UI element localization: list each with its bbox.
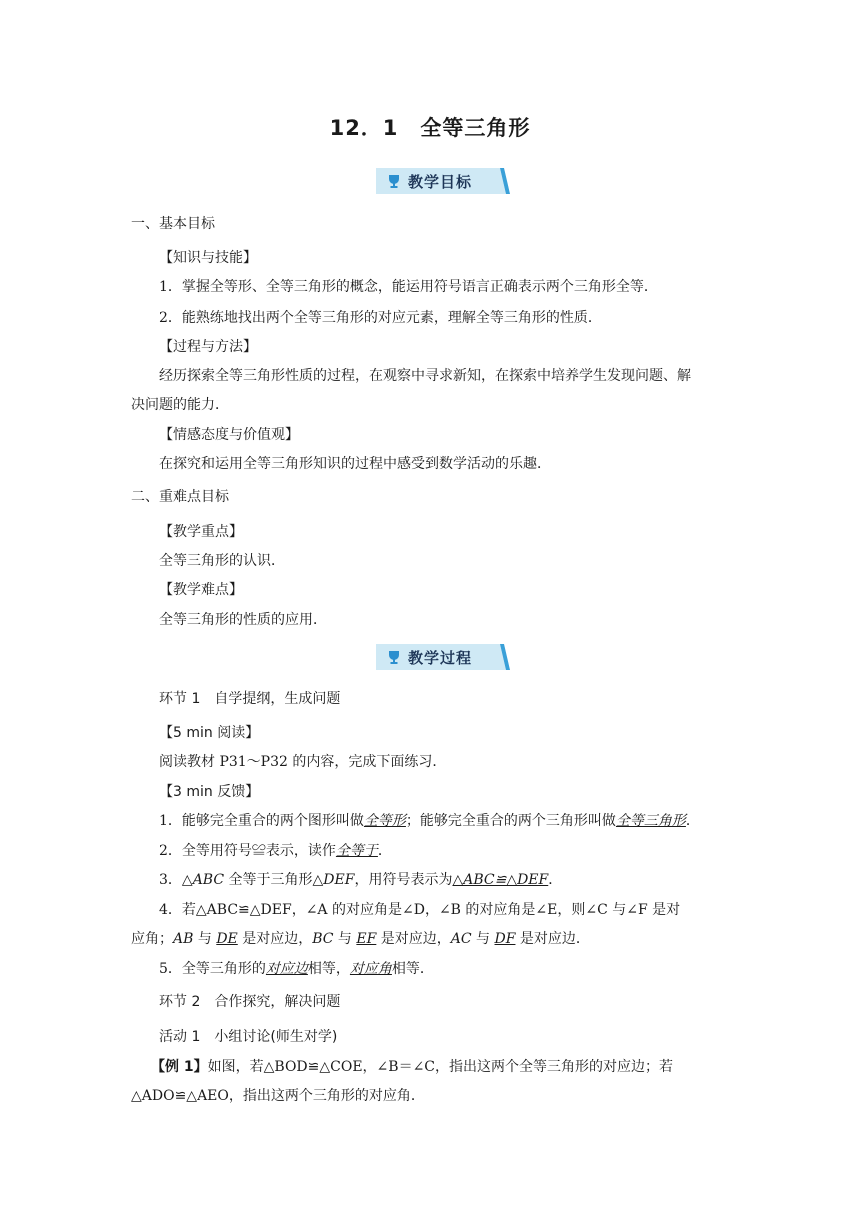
banner-teaching-goals <box>376 166 510 196</box>
example-text: 如图，若△BOD≌△COE，∠B＝∠C，指出这两个全等三角形的对应边；若 <box>207 1059 674 1075</box>
subheading-key: 【教学重点】 <box>159 524 243 540</box>
exercise-text: 5．全等三角形的 <box>159 961 266 977</box>
exercise-item <box>159 959 759 979</box>
exercise-item <box>159 870 759 890</box>
page-title: 12．1 全等三角形 <box>329 116 531 140</box>
paragraph-line: 在探究和运用全等三角形知识的过程中感受到数学活动的乐趣． <box>159 456 551 472</box>
banner-label: 教学目标 <box>408 173 473 191</box>
exercise-text: 是对应边， <box>376 931 451 947</box>
side-name: AC <box>450 931 472 947</box>
side-name: BC <box>312 931 334 947</box>
paragraph-line: 全等三角形的认识． <box>159 553 285 569</box>
paragraph-line: 经历探索全等三角形性质的过程，在观察中寻求新知，在探索中培养学生发现问题、解 <box>159 368 691 384</box>
answer-blank: DE <box>216 931 238 947</box>
exercise-text: 2．全等用符号≌表示，读作 <box>159 843 336 859</box>
subheading-emotion: 【情感态度与价值观】 <box>159 427 299 443</box>
subheading-difficult: 【教学难点】 <box>159 582 243 598</box>
exercise-text: 相等， <box>307 961 350 977</box>
banner-teaching-process <box>376 642 510 672</box>
exercise-text: ；能够完全重合的两个三角形叫做 <box>405 813 616 829</box>
triangle-name: ABC <box>192 872 225 888</box>
section-heading: 一、基本目标 <box>131 216 215 232</box>
answer-blank: 全等形 <box>363 813 406 829</box>
subheading-reading: 【5 min 阅读】 <box>159 725 260 741</box>
exercise-text: 与 <box>193 931 217 947</box>
example-label: 【例 1】 <box>151 1059 208 1075</box>
exercise-text: 与 <box>471 931 495 947</box>
exercise-text: ． <box>377 843 392 859</box>
answer-blank: 全等三角形 <box>615 813 686 829</box>
goal-item: 1．掌握全等形、全等三角形的概念，能运用符号语言正确表示两个三角形全等． <box>159 279 658 295</box>
activity-heading: 活动 1 小组讨论(师生对学) <box>159 1029 338 1045</box>
exercise-text: 1．能够完全重合的两个图形叫做 <box>159 813 364 829</box>
answer-blank: 对应角 <box>349 961 392 977</box>
answer-blank: EF <box>356 931 377 947</box>
answer-blank: 全等于 <box>335 843 378 859</box>
example-item <box>151 1057 751 1077</box>
exercise-text: 应角； <box>131 931 173 947</box>
exercise-text: ． <box>548 872 563 888</box>
triangle-name: DEF <box>323 872 355 888</box>
paragraph-line: 决问题的能力． <box>131 397 229 413</box>
exercise-text: 与 <box>333 931 357 947</box>
step-heading: 环节 2 合作探究，解决问题 <box>159 994 341 1010</box>
exercise-text: 是对应边． <box>515 931 590 947</box>
exercise-text: 3．△ <box>159 872 193 888</box>
exercise-item <box>159 811 759 831</box>
step-heading: 环节 1 自学提纲，生成问题 <box>159 691 341 707</box>
banner-label: 教学过程 <box>408 649 473 667</box>
section-heading: 二、重难点目标 <box>131 489 229 505</box>
paragraph-line: 阅读教材 P31～P32 的内容，完成下面练习． <box>159 754 447 770</box>
exercise-item-continued <box>131 929 731 949</box>
subheading-knowledge: 【知识与技能】 <box>159 250 257 266</box>
subheading-feedback: 【3 min 反馈】 <box>159 784 260 800</box>
exercise-text: ． <box>685 813 700 829</box>
side-name: AB <box>173 931 194 947</box>
answer-blank: DF <box>494 931 516 947</box>
exercise-text: 是对应边， <box>237 931 313 947</box>
exercise-text: 相等． <box>391 961 434 977</box>
goal-item: 2．能熟练地找出两个全等三角形的对应元素，理解全等三角形的性质． <box>159 310 602 326</box>
exercise-text: ，用符号表示为 <box>354 872 453 888</box>
exercise-text: 全等于三角形△ <box>224 872 324 888</box>
example-item-continued: △ADO≌△AEO，指出这两个三角形的对应角． <box>131 1088 425 1104</box>
exercise-item: 4．若△ABC≌△DEF，∠A 的对应角是∠D，∠B 的对应角是∠E，则∠C 与∠F 是对 <box>159 902 681 918</box>
answer-blank: 对应边 <box>265 961 308 977</box>
exercise-item <box>159 841 759 861</box>
answer-blank: △ABC≌△DEF <box>452 872 549 888</box>
paragraph-line: 全等三角形的性质的应用． <box>159 612 327 628</box>
subheading-process: 【过程与方法】 <box>159 339 257 355</box>
